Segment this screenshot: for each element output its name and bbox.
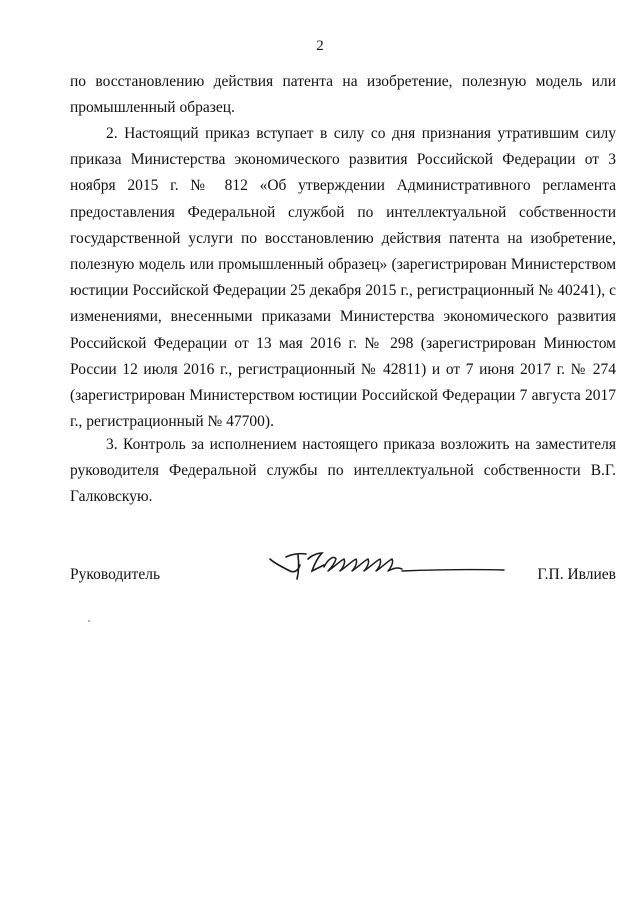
paragraph-2-effective-date: 2. Настоящий приказ вступает в силу со дня признания утратившим силу приказа Министерства экономического развития Российской Федерации от 3 ноября 2015 г. № 812 «Об утверждении Административного регламента предоставления Федеральной службой по интеллектуальной собственности государственной услуги по восстановлению действия патента на изобретение, полезную модель или промышленный образец» (зарегистрирован Министерством юстиции Российской Федерации 25 декабря 2015 г., регистрационный № 40241), с изменениями, внесенными приказами Министерства экономического развития Российской Федерации от 13 мая 2016 г. № 298 (зарегистрирован Минюстом России 12 июля 2016 г., регистрационный № 42811) и от 7 июня 2017 г. № 274 (зарегистрирован Министерством юстиции Российской Федерации 7 августа 2017 г., регистрационный № 47700). <box>70 125 616 431</box>
signatory-title: Руководитель <box>70 566 161 583</box>
handwritten-signature <box>268 545 508 585</box>
paragraph-3-control: 3. Контроль за исполнением настоящего приказа возложить на заместителя руководителя Федеральной службы по интеллектуальной собственности В.Г. Галковскую. <box>70 436 616 506</box>
scan-speck <box>88 620 90 622</box>
page-number: 2 <box>316 38 324 54</box>
signatory-name: Г.П. Ивлиев <box>537 566 616 583</box>
paragraph-continuation: по восстановлению действия патента на изобретение, полезную модель или промышленный образец. <box>70 73 616 117</box>
